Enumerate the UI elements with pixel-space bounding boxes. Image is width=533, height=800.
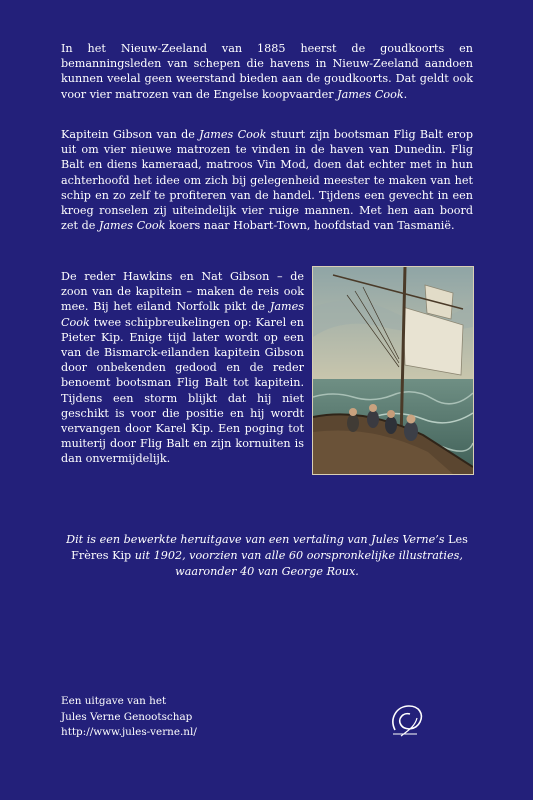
ship-name: James Cook xyxy=(337,87,404,101)
synopsis-paragraph-2 xyxy=(61,127,473,233)
paragraph-3-text-a: De reder Hawkins en Nat Gibson – de zoon van de kapitein – maken de reis ook mee. Bij het eiland Norfolk pikt de xyxy=(61,270,304,314)
edition-note xyxy=(61,532,473,580)
paragraph-2-text-a: Kapitein Gibson van de xyxy=(61,128,200,141)
publisher-url: http://www.jules-verne.nl/ xyxy=(61,726,197,738)
paragraph-1-text: In het Nieuw-Zeeland van 1885 heerst de goudkoorts en bemanningsleden van schepen die havens in Nieuw-Zeeland aandoen kunnen veelal geen weerstand bieden aan de goudkoorts. Dat geldt ook voor vier matrozen van de Engelse koopvaarder xyxy=(61,42,473,101)
ship-name: James Cook xyxy=(199,128,267,141)
paragraph-3-text-b: twee schipbreukelingen op: Karel en Pieter Kip. Enige tijd later wordt op een van de Bismarck-eilanden kapitein Gibson door onbekenden gedood en de reder benoemt bootsman Flig Balt tot kapitein. Tijdens een storm blijkt dat hij niet geschikt is voor die positie en hij wordt vervangen door Karel Kip. Een poging tot muiterij door Flig Balt en zijn kornuiten is dan onvermijdelijk. xyxy=(61,315,304,466)
edition-note-text-b: uit 1902, voorzien van alle 60 oorspronkelijke illustraties, waaronder 40 van George Roux. xyxy=(131,549,463,578)
ship-name: James Cook xyxy=(61,300,304,329)
ship-illustration xyxy=(312,266,474,475)
synopsis-paragraph-1 xyxy=(61,41,473,102)
edition-note-text-a: Dit is een bewerkte heruitgave van een vertaling van Jules Verne’s xyxy=(66,533,449,546)
society-logo xyxy=(387,700,427,742)
publisher-name: Jules Verne Genootschap xyxy=(61,710,193,723)
publisher-line-1: Een uitgave van het xyxy=(61,695,167,707)
synopsis-paragraph-3 xyxy=(61,269,304,467)
paragraph-2-text-b: stuurt zijn bootsman Flig Balt erop uit om vier nieuwe matrozen te vinden in de haven van Dunedin. Flig Balt en diens kameraad, matroos Vin Mod, doen dat echter met in hun achterhoofd het idee om zich bij gelegenheid meester te maken van het schip en zo zelf te profiteren van de handel. Tijdens een gevecht in een kroeg ronselen zij uiteindelijk vier ruige mannen. Met hen aan boord zet de xyxy=(61,128,474,233)
paragraph-1-end: . xyxy=(403,87,408,101)
ship-name: James Cook xyxy=(98,219,166,233)
original-title: Les Frères Kip xyxy=(71,533,468,562)
publisher-block xyxy=(61,694,281,741)
paragraph-2-text-c: koers naar Hobart-Town, hoofdstad van Tasmanië. xyxy=(165,219,455,233)
